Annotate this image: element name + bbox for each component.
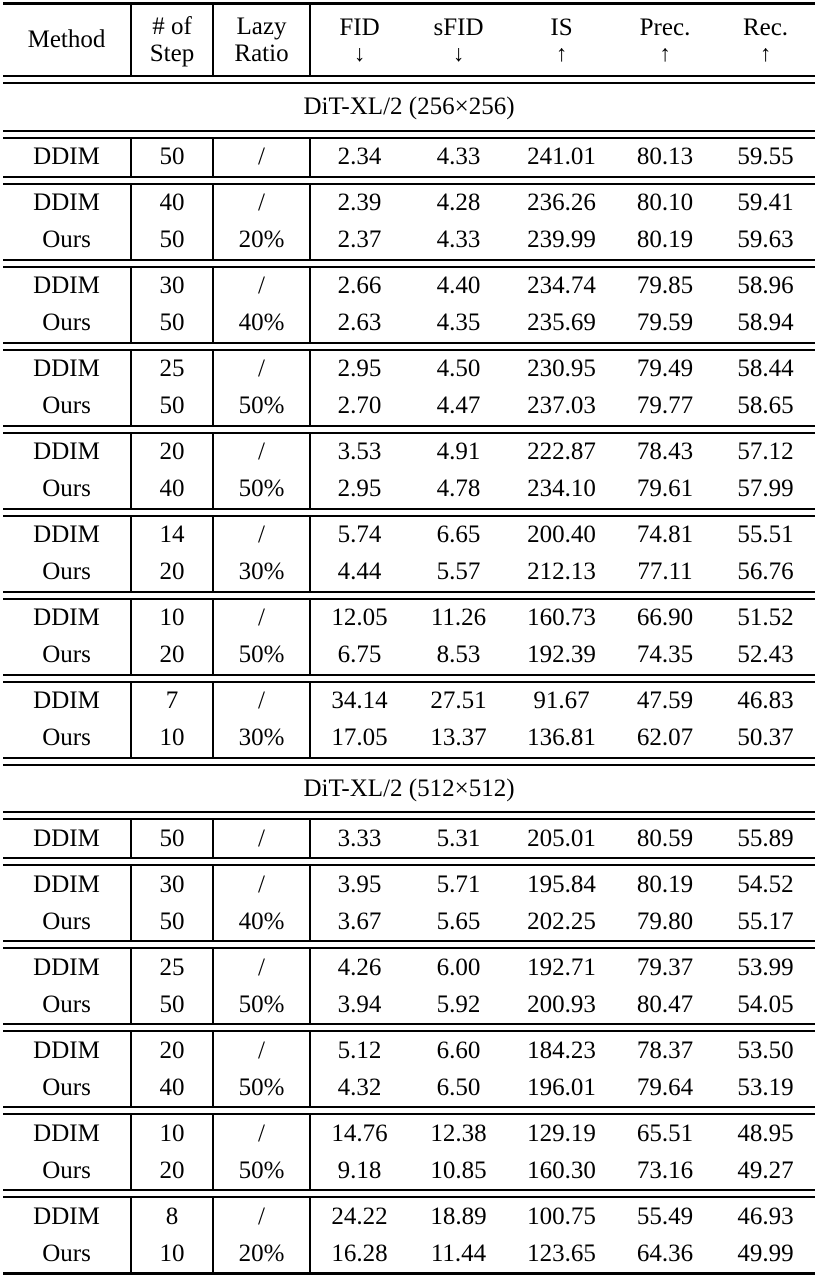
cell-fid: 2.70: [310, 388, 408, 426]
column-header-label: sFID: [433, 13, 484, 41]
column-header-sfid: [408, 4, 509, 77]
cell-rec: 59.55: [737, 143, 794, 171]
cell-is: 160.30: [527, 1156, 596, 1184]
cell-prec: 77.11: [637, 558, 693, 586]
cell-is: 239.99: [527, 226, 596, 254]
cell-sfid: 11.44: [430, 1239, 487, 1267]
cell-steps: 25: [131, 948, 213, 986]
table-row: [3, 267, 815, 305]
cell-method: DDIM: [33, 355, 100, 383]
cell-steps: 50: [131, 305, 213, 343]
section-title-row: [3, 765, 815, 813]
cell-prec: 78.43: [636, 438, 694, 466]
cell-method: Ours: [42, 990, 91, 1018]
cell-rec: 58.94: [737, 309, 794, 337]
cell-method: DDIM: [33, 953, 100, 981]
cell-sfid: 10.85: [430, 1156, 487, 1184]
cell-prec: 66.90: [636, 604, 694, 632]
table-row: [3, 471, 815, 509]
cell-fid: 34.14: [310, 682, 408, 720]
cell-rec: 49.99: [737, 1239, 794, 1267]
section-title: DiT-XL/2 (256×256): [303, 93, 515, 120]
cell-sfid: 5.31: [436, 824, 481, 852]
cell-sfid: 6.60: [436, 1036, 481, 1064]
cell-fid: 12.05: [310, 599, 408, 637]
cell-sfid: 4.33: [436, 143, 481, 171]
cell-prec: 74.35: [636, 641, 694, 669]
table-row: [3, 865, 815, 903]
cell-steps: 20: [131, 1031, 213, 1069]
group-separator-rule: [3, 343, 815, 350]
cell-rec: 53.50: [737, 1036, 794, 1064]
cell-steps: 30: [131, 865, 213, 903]
cell-fid: 17.05: [310, 720, 408, 758]
horizontal-rule: [3, 758, 815, 765]
horizontal-rule: [3, 592, 815, 599]
cell-is: 222.87: [527, 438, 596, 466]
cell-sfid: 4.78: [436, 475, 481, 503]
cell-is: 184.23: [527, 1036, 596, 1064]
cell-sfid: 4.91: [436, 438, 481, 466]
horizontal-rule: [3, 675, 815, 682]
horizontal-rule: [3, 343, 815, 350]
cell-rec: 46.83: [737, 687, 794, 715]
cell-lazy: /: [213, 516, 310, 554]
cell-is: 100.75: [527, 1202, 596, 1230]
cell-steps: 20: [131, 1152, 213, 1190]
horizontal-rule: [3, 177, 815, 184]
cell-rec: 57.99: [737, 475, 794, 503]
table-row: [3, 986, 815, 1024]
horizontal-rule: [3, 509, 815, 516]
cell-prec: 74.81: [636, 521, 694, 549]
cell-rec: 58.96: [737, 272, 794, 300]
column-header-label-line2: Ratio: [234, 40, 289, 67]
cell-lazy: 50%: [213, 1069, 310, 1107]
table-row: [3, 1235, 815, 1272]
column-header-lazy: [213, 4, 310, 77]
column-header-label: # of: [152, 12, 192, 40]
cell-fid: 2.34: [310, 138, 408, 177]
cell-is: 202.25: [527, 907, 596, 935]
cell-sfid: 4.47: [436, 392, 481, 420]
cell-is: 230.95: [527, 355, 596, 383]
table-row: [3, 682, 815, 720]
cell-is: 195.84: [527, 870, 596, 898]
cell-prec: 79.77: [636, 392, 694, 420]
cell-is: 212.13: [527, 558, 596, 586]
table-row: [3, 388, 815, 426]
cell-steps: 20: [131, 433, 213, 471]
cell-rec: 48.95: [737, 1119, 794, 1147]
column-header-label-line2: Step: [149, 40, 195, 67]
table-row: [3, 433, 815, 471]
column-header-prec: [614, 4, 716, 77]
cell-is: 236.26: [527, 189, 596, 217]
cell-rec: 54.05: [737, 990, 794, 1018]
cell-lazy: 30%: [213, 554, 310, 592]
column-header-rec: [716, 4, 815, 77]
section-top-rule: [3, 76, 815, 83]
cell-lazy: 40%: [213, 903, 310, 941]
cell-method: DDIM: [33, 1202, 100, 1230]
table-row: [3, 948, 815, 986]
horizontal-rule: [3, 858, 815, 865]
cell-lazy: /: [213, 948, 310, 986]
cell-steps: 10: [131, 1235, 213, 1272]
cell-prec: 78.37: [636, 1036, 694, 1064]
table-row: [3, 1031, 815, 1069]
cell-sfid: 6.50: [436, 1073, 481, 1101]
cell-steps: 50: [131, 388, 213, 426]
cell-sfid: 6.65: [436, 521, 481, 549]
section-title: DiT-XL/2 (512×512): [303, 774, 515, 802]
cell-is: 160.73: [527, 604, 596, 632]
cell-sfid: 4.50: [436, 355, 481, 383]
cell-sfid: 4.33: [436, 226, 481, 254]
horizontal-rule: [3, 1107, 815, 1114]
cell-fid: 3.95: [310, 865, 408, 903]
cell-steps: 40: [131, 1069, 213, 1107]
column-header-label: Prec.: [639, 13, 691, 41]
cell-fid: 5.74: [310, 516, 408, 554]
group-separator-rule: [3, 177, 815, 184]
cell-is: 234.10: [527, 475, 596, 503]
cell-lazy: 50%: [213, 986, 310, 1024]
cell-prec: 79.49: [636, 355, 694, 383]
cell-prec: 65.51: [636, 1119, 694, 1147]
cell-steps: 8: [131, 1197, 213, 1235]
cell-rec: 52.43: [737, 641, 794, 669]
cell-steps: 50: [131, 903, 213, 941]
cell-method: DDIM: [33, 1036, 100, 1064]
cell-prec: 79.64: [636, 1073, 694, 1101]
cell-rec: 58.44: [737, 355, 794, 383]
cell-method: Ours: [42, 1239, 91, 1267]
cell-is: 192.39: [527, 641, 596, 669]
table-row: [3, 1069, 815, 1107]
cell-lazy: /: [213, 138, 310, 177]
table-header-row: [3, 4, 815, 77]
cell-method: Ours: [42, 226, 91, 254]
cell-lazy: /: [213, 1197, 310, 1235]
cell-fid: 14.76: [310, 1114, 408, 1152]
cell-lazy: /: [213, 184, 310, 222]
cell-method: DDIM: [33, 604, 100, 632]
cell-prec: 62.07: [636, 724, 694, 752]
cell-method: Ours: [42, 475, 91, 503]
cell-sfid: 8.53: [436, 641, 481, 669]
cell-steps: 10: [131, 599, 213, 637]
cell-is: 241.01: [527, 143, 596, 171]
cell-lazy: 30%: [213, 720, 310, 758]
cell-is: 200.93: [527, 990, 596, 1018]
column-header-label: Lazy: [236, 12, 287, 40]
horizontal-rule: [3, 812, 815, 819]
group-separator-rule: [3, 1024, 815, 1031]
cell-fid: 2.95: [310, 350, 408, 388]
cell-sfid: 5.71: [436, 870, 481, 898]
cell-sfid: 6.00: [436, 953, 481, 981]
cell-fid: 2.63: [310, 305, 408, 343]
cell-is: 192.71: [527, 953, 596, 981]
cell-sfid: 12.38: [430, 1119, 487, 1147]
section-bottom-rule: [3, 131, 815, 138]
group-separator-rule: [3, 509, 815, 516]
cell-is: 123.65: [527, 1239, 596, 1267]
cell-rec: 57.12: [737, 438, 794, 466]
cell-lazy: /: [213, 599, 310, 637]
cell-steps: 50: [131, 138, 213, 177]
cell-steps: 20: [131, 554, 213, 592]
results-table: [3, 2, 815, 1275]
results-table-body: [3, 2, 815, 1274]
cell-is: 205.01: [527, 824, 596, 852]
horizontal-rule: [3, 131, 815, 138]
cell-fid: 5.12: [310, 1031, 408, 1069]
table-row: [3, 819, 815, 858]
table-row: [3, 184, 815, 222]
table-bottom-rule: [3, 1272, 815, 1274]
cell-method: Ours: [42, 392, 91, 420]
cell-lazy: 50%: [213, 1152, 310, 1190]
cell-lazy: /: [213, 350, 310, 388]
cell-method: Ours: [42, 558, 91, 586]
cell-method: Ours: [42, 309, 91, 337]
cell-fid: 24.22: [310, 1197, 408, 1235]
cell-is: 234.74: [527, 272, 596, 300]
cell-method: Ours: [42, 907, 91, 935]
cell-fid: 2.37: [310, 222, 408, 260]
horizontal-rule: [3, 260, 815, 267]
cell-rec: 59.63: [737, 226, 794, 254]
cell-fid: 4.26: [310, 948, 408, 986]
cell-lazy: 20%: [213, 1235, 310, 1272]
arrow-up-icon: ↑: [759, 41, 772, 67]
column-header-label: IS: [550, 13, 573, 41]
cell-method: DDIM: [33, 438, 100, 466]
cell-prec: 73.16: [636, 1156, 694, 1184]
cell-rec: 55.17: [737, 907, 794, 935]
cell-fid: 6.75: [310, 637, 408, 675]
cell-fid: 3.67: [310, 903, 408, 941]
group-separator-rule: [3, 858, 815, 865]
cell-steps: 20: [131, 637, 213, 675]
cell-sfid: 4.40: [436, 272, 481, 300]
cell-rec: 50.37: [737, 724, 794, 752]
group-separator-rule: [3, 260, 815, 267]
arrow-down-icon: ↓: [353, 41, 366, 67]
cell-prec: 79.37: [636, 953, 694, 981]
cell-prec: 79.85: [636, 272, 694, 300]
cell-is: 136.81: [527, 724, 596, 752]
cell-lazy: 40%: [213, 305, 310, 343]
cell-sfid: 13.37: [430, 724, 487, 752]
cell-lazy: /: [213, 267, 310, 305]
cell-method: Ours: [42, 641, 91, 669]
cell-method: Ours: [42, 724, 91, 752]
cell-method: DDIM: [33, 824, 100, 852]
arrow-up-icon: ↑: [555, 41, 568, 67]
cell-steps: 50: [131, 986, 213, 1024]
horizontal-rule: [3, 426, 815, 433]
cell-lazy: /: [213, 433, 310, 471]
cell-prec: 80.19: [636, 870, 694, 898]
cell-lazy: /: [213, 1031, 310, 1069]
cell-method: Ours: [42, 1156, 91, 1184]
horizontal-rule: [3, 1272, 815, 1274]
cell-lazy: /: [213, 1114, 310, 1152]
cell-lazy: /: [213, 682, 310, 720]
cell-steps: 50: [131, 819, 213, 858]
cell-steps: 25: [131, 350, 213, 388]
cell-fid: 9.18: [310, 1152, 408, 1190]
table-row: [3, 554, 815, 592]
cell-rec: 55.89: [737, 824, 794, 852]
cell-prec: 80.47: [636, 990, 694, 1018]
cell-rec: 46.93: [737, 1202, 794, 1230]
cell-fid: 3.53: [310, 433, 408, 471]
column-header-is: [509, 4, 614, 77]
cell-fid: 3.94: [310, 986, 408, 1024]
cell-prec: 47.59: [636, 687, 694, 715]
horizontal-rule: [3, 76, 815, 83]
cell-steps: 14: [131, 516, 213, 554]
cell-is: 235.69: [527, 309, 596, 337]
section-title-row: [3, 83, 815, 131]
cell-prec: 80.59: [636, 824, 694, 852]
section-top-rule: [3, 758, 815, 765]
group-separator-rule: [3, 1107, 815, 1114]
cell-prec: 80.13: [636, 143, 694, 171]
arrow-up-icon: ↑: [659, 41, 671, 67]
cell-fid: 3.33: [310, 819, 408, 858]
cell-prec: 55.49: [636, 1202, 694, 1230]
table-row: [3, 305, 815, 343]
cell-rec: 53.19: [737, 1073, 794, 1101]
cell-fid: 16.28: [310, 1235, 408, 1272]
cell-rec: 55.51: [737, 521, 794, 549]
cell-fid: 2.66: [310, 267, 408, 305]
table-row: [3, 1114, 815, 1152]
table-row: [3, 138, 815, 177]
cell-is: 129.19: [527, 1119, 596, 1147]
column-header-label: Method: [27, 26, 106, 54]
cell-prec: 64.36: [636, 1239, 694, 1267]
cell-sfid: 11.26: [430, 604, 487, 632]
cell-lazy: 50%: [213, 637, 310, 675]
horizontal-rule: [3, 941, 815, 948]
cell-steps: 40: [131, 471, 213, 509]
cell-method: DDIM: [33, 272, 100, 300]
cell-method: DDIM: [33, 189, 100, 217]
table-row: [3, 222, 815, 260]
table-row: [3, 599, 815, 637]
cell-prec: 79.59: [636, 309, 694, 337]
cell-method: Ours: [42, 1073, 91, 1101]
cell-lazy: /: [213, 865, 310, 903]
cell-sfid: 4.28: [436, 189, 481, 217]
column-header-steps: [131, 4, 213, 77]
cell-rec: 53.99: [737, 953, 794, 981]
cell-prec: 79.61: [636, 475, 694, 503]
table-row: [3, 903, 815, 941]
cell-sfid: 4.35: [436, 309, 481, 337]
cell-steps: 10: [131, 720, 213, 758]
cell-lazy: 50%: [213, 471, 310, 509]
cell-is: 200.40: [527, 521, 596, 549]
column-header-label: Rec.: [742, 13, 789, 41]
cell-is: 237.03: [527, 392, 596, 420]
cell-lazy: 20%: [213, 222, 310, 260]
table-row: [3, 516, 815, 554]
cell-fid: 4.32: [310, 1069, 408, 1107]
horizontal-rule: [3, 1024, 815, 1031]
cell-method: DDIM: [33, 143, 100, 171]
cell-steps: 50: [131, 222, 213, 260]
cell-rec: 59.41: [737, 189, 794, 217]
cell-rec: 51.52: [737, 604, 794, 632]
column-header-method: [3, 4, 131, 77]
group-separator-rule: [3, 426, 815, 433]
table-row: [3, 350, 815, 388]
cell-rec: 58.65: [737, 392, 794, 420]
cell-prec: 80.10: [636, 189, 694, 217]
cell-steps: 10: [131, 1114, 213, 1152]
cell-rec: 49.27: [737, 1156, 794, 1184]
cell-method: DDIM: [33, 1119, 100, 1147]
table-row: [3, 1197, 815, 1235]
cell-prec: 79.80: [636, 907, 694, 935]
cell-steps: 40: [131, 184, 213, 222]
cell-method: DDIM: [33, 687, 100, 715]
cell-is: 91.67: [533, 687, 590, 715]
cell-sfid: 5.65: [436, 907, 481, 935]
cell-fid: 4.44: [310, 554, 408, 592]
column-header-label: FID: [339, 13, 380, 41]
cell-method: DDIM: [33, 870, 100, 898]
results-table-container: [3, 0, 815, 1275]
cell-sfid: 18.89: [430, 1202, 487, 1230]
table-row: [3, 720, 815, 758]
arrow-down-icon: ↓: [452, 41, 465, 67]
table-row: [3, 637, 815, 675]
cell-sfid: 5.57: [436, 558, 481, 586]
cell-fid: 2.95: [310, 471, 408, 509]
cell-method: DDIM: [33, 521, 100, 549]
cell-rec: 56.76: [737, 558, 794, 586]
cell-sfid: 5.92: [436, 990, 481, 1018]
cell-rec: 54.52: [737, 870, 794, 898]
cell-is: 196.01: [527, 1073, 596, 1101]
cell-steps: 7: [131, 682, 213, 720]
cell-lazy: /: [213, 819, 310, 858]
section-bottom-rule: [3, 812, 815, 819]
cell-prec: 80.19: [636, 226, 694, 254]
group-separator-rule: [3, 941, 815, 948]
group-separator-rule: [3, 592, 815, 599]
cell-steps: 30: [131, 267, 213, 305]
cell-sfid: 27.51: [430, 687, 487, 715]
cell-fid: 2.39: [310, 184, 408, 222]
table-row: [3, 1152, 815, 1190]
column-header-fid: [310, 4, 408, 77]
cell-lazy: 50%: [213, 388, 310, 426]
group-separator-rule: [3, 675, 815, 682]
